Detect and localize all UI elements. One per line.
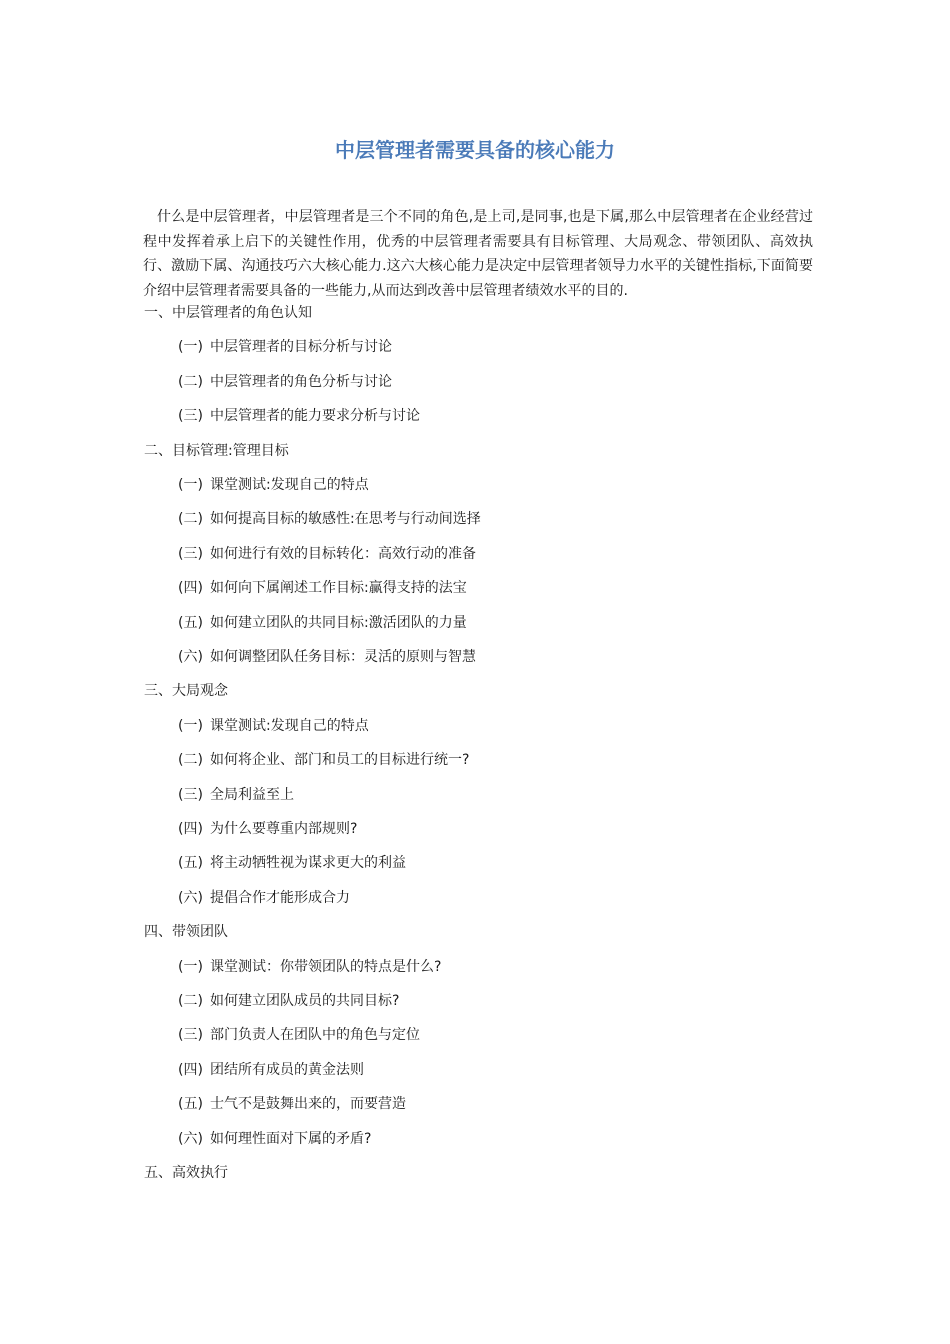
- outline-item: [178, 406, 420, 426]
- item-number: (一): [178, 717, 203, 734]
- item-text: 中层管理者的能力要求分析与讨论: [210, 408, 420, 425]
- section-title: 大局观念: [172, 683, 228, 700]
- outline-item: [178, 1060, 364, 1080]
- section-number: 一、: [144, 305, 172, 321]
- item-number: (一): [178, 477, 203, 493]
- item-number: (三): [178, 408, 203, 425]
- item-text: 中层管理者的目标分析与讨论: [210, 339, 392, 356]
- item-number: (四): [178, 580, 203, 597]
- outline-item: [178, 372, 392, 392]
- section-number: 五、: [144, 1165, 172, 1181]
- outline-item: [178, 750, 469, 770]
- item-number: (四): [178, 821, 203, 837]
- item-text: 如何提高目标的敏感性:在思考与行动间选择: [210, 511, 481, 528]
- item-number: (三): [178, 786, 203, 803]
- item-number: (六): [178, 889, 203, 906]
- section-heading: [144, 1163, 228, 1183]
- item-text: 士气不是鼓舞出来的，而要营造: [210, 1096, 406, 1113]
- item-number: (三): [178, 1027, 203, 1044]
- outline-item: [178, 337, 392, 357]
- item-text: 如何进行有效的目标转化：高效行动的准备: [210, 545, 476, 562]
- section-heading: [144, 922, 228, 942]
- item-number: (二): [178, 752, 203, 769]
- intro-paragraph: 什么是中层管理者，中层管理者是三个不同的角色,是上司,是同事,也是下属,那么中层管理者在企业经营过程中发挥着承上启下的关键性作用，优秀的中层管理者需要具有目标管理、大局观念、带领团队、高效执行、激励下属、沟通技巧六大核心能力.这六大核心能力是决定中层管理者领导力水平的关键性指标,下面简要介绍中层管理者需要具备的一些能力,从而达到改善中层管理者绩效水平的目的.: [143, 209, 813, 299]
- item-number: (二): [178, 511, 203, 528]
- item-number: (一): [178, 958, 203, 975]
- section-heading: [144, 303, 312, 323]
- item-text: 如何理性面对下属的矛盾?: [210, 1130, 372, 1147]
- item-text: 如何将企业、部门和员工的目标进行统一?: [210, 752, 470, 769]
- item-text: 部门负责人在团队中的角色与定位: [210, 1027, 420, 1044]
- item-text: 提倡合作才能形成合力: [210, 889, 350, 906]
- section-number: 三、: [144, 683, 172, 700]
- item-text: 中层管理者的角色分析与讨论: [210, 373, 392, 390]
- section-title: 带领团队: [172, 924, 228, 941]
- outline-item: [178, 957, 441, 977]
- outline-item: [178, 647, 476, 667]
- outline-item: [178, 1129, 371, 1149]
- document-title: 中层管理者需要具备的核心能力: [335, 138, 615, 162]
- outline-item: [178, 1025, 420, 1045]
- outline-item: [178, 991, 399, 1011]
- item-text: 如何建立团队成员的共同目标?: [210, 993, 400, 1009]
- section-title: 高效执行: [172, 1165, 228, 1181]
- item-number: (六): [178, 649, 203, 665]
- outline-item: [178, 785, 294, 805]
- item-text: 为什么要尊重内部规则?: [210, 821, 358, 837]
- item-text: 课堂测试:发现自己的特点: [210, 717, 369, 734]
- section-heading: [144, 441, 289, 461]
- item-text: 如何调整团队任务目标：灵活的原则与智慧: [210, 649, 476, 665]
- item-text: 将主动牺牲视为谋求更大的利益: [210, 855, 406, 872]
- item-number: (五): [178, 855, 203, 872]
- item-text: 课堂测试：你带领团队的特点是什么?: [210, 958, 442, 975]
- item-text: 全局利益至上: [210, 786, 294, 803]
- item-number: (一): [178, 339, 203, 356]
- item-number: (三): [178, 545, 203, 562]
- outline-item: [178, 1094, 406, 1114]
- item-number: (五): [178, 614, 203, 631]
- outline-item: [178, 888, 350, 908]
- item-text: 课堂测试:发现自己的特点: [210, 477, 369, 493]
- outline-item: [178, 716, 369, 736]
- section-number: 四、: [144, 924, 172, 941]
- item-number: (六): [178, 1130, 203, 1147]
- outline-item: [178, 613, 467, 633]
- item-number: (二): [178, 373, 203, 390]
- section-title: 目标管理:管理目标: [172, 442, 289, 459]
- outline-item: [178, 475, 369, 495]
- item-text: 如何向下属阐述工作目标:赢得支持的法宝: [210, 580, 467, 597]
- outline-item: [178, 578, 467, 598]
- section-number: 二、: [144, 442, 172, 459]
- item-text: 团结所有成员的黄金法则: [210, 1061, 364, 1078]
- item-number: (四): [178, 1061, 203, 1078]
- outline-item: [178, 544, 476, 564]
- item-number: (二): [178, 993, 203, 1009]
- outline-item: [178, 509, 481, 529]
- item-number: (五): [178, 1096, 203, 1113]
- section-title: 中层管理者的角色认知: [172, 305, 312, 321]
- outline-item: [178, 819, 357, 839]
- section-heading: [144, 681, 228, 701]
- outline-item: [178, 853, 406, 873]
- item-text: 如何建立团队的共同目标:激活团队的力量: [210, 614, 467, 631]
